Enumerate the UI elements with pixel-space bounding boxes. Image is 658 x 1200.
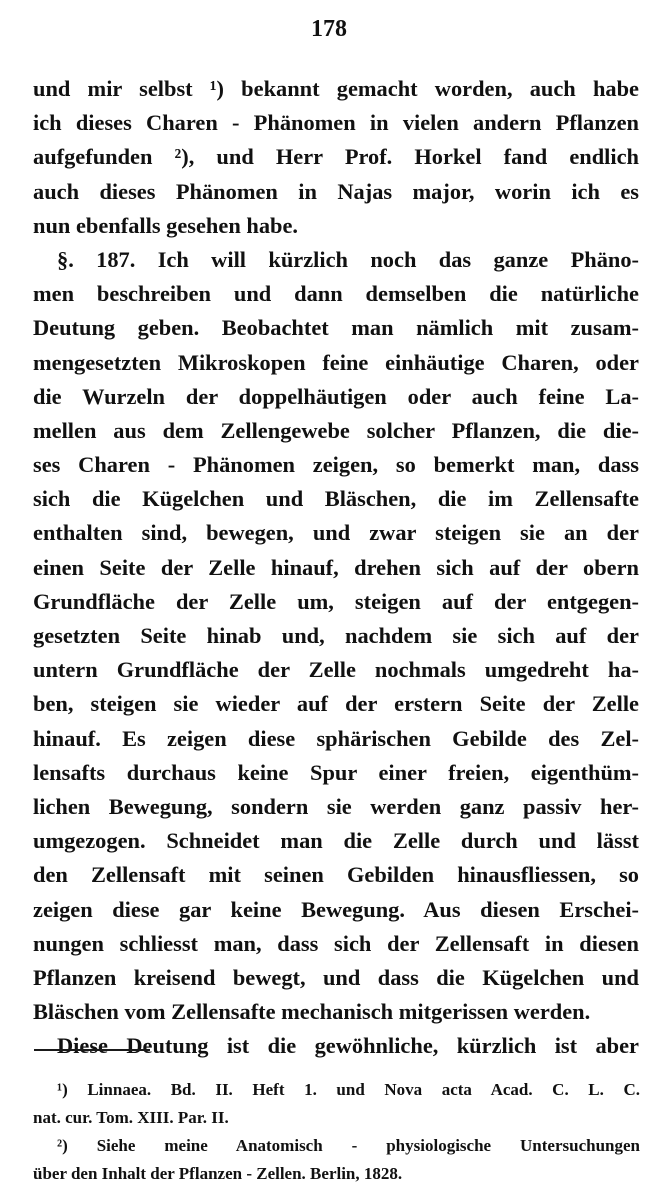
text-line: hinauf. Es zeigen diese sphärischen Gebilde des Zel- (33, 725, 639, 751)
text-line: ich dieses Charen - Phänomen in vielen andern Pflanzen (33, 110, 639, 136)
text-line: men beschreiben und dann demselben die natürliche (33, 281, 639, 307)
text-line: lensafts durchaus keine Spur einer freien, eigenthüm- (33, 759, 639, 785)
text-line: zeigen diese gar keine Bewegung. Aus diesen Erschei- (33, 896, 639, 922)
text-line: nungen schliesst man, dass sich der Zellensaft in diesen (33, 930, 639, 956)
section-heading-line: §. 187. Ich will kürzlich noch das ganze Phäno- (57, 246, 639, 272)
text-line: enthalten sind, bewegen, und zwar steigen sie an der (33, 520, 639, 546)
text-line: Grundfläche der Zelle um, steigen auf der entgegen- (33, 588, 639, 614)
text-line: die Wurzeln der doppelhäutigen oder auch feine La- (33, 383, 639, 409)
text-line: den Zellensaft mit seinen Gebilden hinausfliessen, so (33, 862, 639, 888)
text-line: lichen Bewegung, sondern sie werden ganz passiv her- (33, 793, 639, 819)
text-line: Pflanzen kreisend bewegt, und dass die Kügelchen und (33, 964, 639, 990)
footnotes (33, 1076, 640, 1188)
text-line: und mir selbst ¹) bekannt gemacht worden, auch habe (33, 76, 639, 101)
text-line: gesetzten Seite hinab und, nachdem sie sich auf der (33, 623, 639, 648)
text-line: einen Seite der Zelle hinauf, drehen sich auf der obern (33, 554, 639, 580)
footnote-line: ¹) Linnaea. Bd. II. Heft 1. und Nova acta Acad. C. L. C. (57, 1080, 640, 1099)
footnote-divider (34, 1049, 150, 1051)
text-line: mengesetzten Mikroskopen feine einhäutige Charen, oder (33, 349, 639, 375)
text-line: Deutung geben. Beobachtet man nämlich mit zusam- (33, 315, 639, 341)
page-number: 178 (311, 16, 347, 42)
text-line: umgezogen. Schneidet man die Zelle durch und lässt (33, 828, 639, 854)
main-text (33, 72, 639, 1063)
text-line: mellen aus dem Zellengewebe solcher Pflanzen, die die- (33, 417, 639, 443)
text-line: nun ebenfalls gesehen habe. (33, 212, 299, 238)
footnote-line: über den Inhalt der Pflanzen - Zellen. Berlin, 1828. (33, 1164, 403, 1183)
text-line: auch dieses Phänomen in Najas major, worin ich es (33, 178, 639, 204)
text-line: untern Grundfläche der Zelle nochmals umgedreht ha- (33, 657, 639, 683)
text-line: Bläschen vom Zellensafte mechanisch mitgerissen werden. (33, 999, 591, 1025)
text-line: ses Charen - Phänomen zeigen, so bemerkt man, dass (33, 452, 639, 478)
text-line: aufgefunden ²), und Herr Prof. Horkel fand endlich (33, 144, 639, 170)
text-line: Diese Deutung ist die gewöhnliche, kürzlich ist aber (57, 1033, 639, 1059)
text-line: ben, steigen sie wieder auf der erstern Seite der Zelle (33, 691, 639, 717)
text-line: sich die Kügelchen und Bläschen, die im Zellensafte (33, 486, 639, 512)
footnote-line: ²) Siehe meine Anatomisch - physiologische Untersuchungen (57, 1136, 640, 1155)
footnote-line: nat. cur. Tom. XIII. Par. II. (33, 1108, 229, 1127)
